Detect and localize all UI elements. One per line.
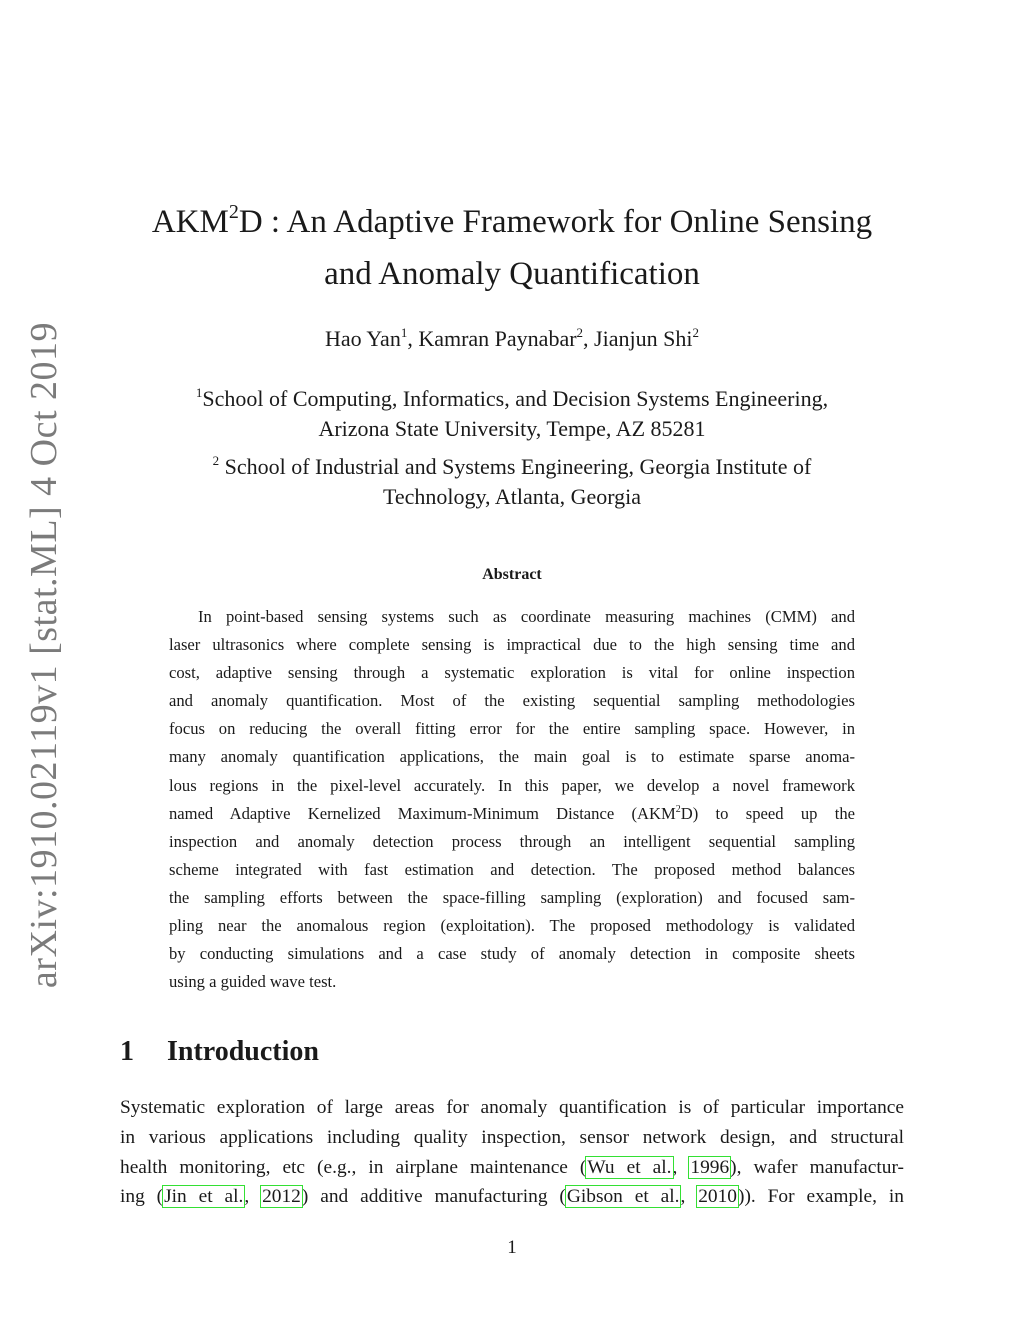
author-affiliation-mark: 1 [400,325,408,340]
abstract-line: many anomaly quantification applications, the main goal is to estimate sparse anoma- [169,747,855,767]
abstract-line: and anomaly quantification. Most of the existing sequential sampling methodologies [169,691,855,711]
citation-link-wu-year[interactable]: 1996 [690,1156,730,1178]
author-name: Jianjun Shi [594,326,693,351]
abstract-heading: Abstract [482,566,542,583]
intro-line: health monitoring, etc (e.g., in airplane maintenance (Wu et al., 1996), wafer manufactur- [120,1156,904,1178]
title-line-2: and Anomaly Quantification [324,256,700,292]
intro-line: in various applications including quality inspection, sensor network design, and structural [120,1126,904,1148]
citation-link-jin-year[interactable]: 2012 [262,1186,301,1208]
abstract-line: by conducting simulations and a case study of anomaly detection in composite sheets [169,944,855,964]
intro-line: ing (Jin et al., 2012) and additive manufacturing (Gibson et al., 2010)). For example, in [120,1186,904,1208]
abstract-line: laser ultrasonics where complete sensing is impractical due to the high sensing time and [169,635,855,655]
section-number: 1 [120,1036,134,1067]
author-name: Hao Yan [325,326,401,351]
paper-title [0,196,1024,300]
abstract-line: named Adaptive Kernelized Maximum-Minimum Distance (AKM$^2$D) to speed up the [169,803,855,823]
abstract-line: using a guided wave test. [169,972,337,992]
section-title: Introduction [167,1036,319,1067]
author-name: Kamran Paynabar [418,326,577,351]
affiliation-2: $^2$ School of Industrial and Systems Engineering, Georgia Institute of Technology, Atlanta, Georgia [212,453,812,509]
abstract-line: focus on reducing the overall fitting error for the entire sampling space. However, in [169,719,855,739]
page-number: 1 [507,1237,517,1258]
abstract-line: the sampling efforts between the space-filling sampling (exploration) and focused sam- [169,887,855,907]
author-list: Hao Yan$^1$, Kamran Paynabar$^2$, Jianjun Shi$^2$ [325,325,699,351]
abstract-line: cost, adaptive sensing through a systematic exploration is vital for online inspection [169,663,855,683]
citation-link-gibson-author[interactable]: Gibson et al. [566,1186,680,1208]
abstract-line: inspection and anomaly detection process through an intelligent sequential sampling [169,831,855,851]
author-affiliation-mark: 2 [692,325,699,340]
abstract-line: lous regions in the pixel-level accurately. In this paper, we develop a novel framework [169,775,855,795]
abstract-line: scheme integrated with fast estimation and detection. The proposed method balances [169,859,855,879]
title-line-1: AKM$^2$D : An Adaptive Framework for Online Sensing [151,201,873,240]
abstract-line: pling near the anomalous region (exploitation). The proposed methodology is validated [169,916,855,936]
citation-link-wu-author[interactable]: Wu et al. [587,1156,672,1178]
abstract-line: In point-based sensing systems such as coordinate measuring machines (CMM) and [198,607,855,626]
section-heading-introduction [120,1036,319,1068]
author-affiliation-mark: 2 [576,325,584,340]
abstract-text [169,603,855,996]
intro-line: Systematic exploration of large areas for anomaly quantification is of particular importance [120,1097,904,1118]
arxiv-identifier-stamp: arXiv:1910.02119v1 [stat.ML] 4 Oct 2019 [23,321,65,989]
citation-link-jin-author[interactable]: Jin et al. [164,1186,244,1208]
affiliation-1: $^1$School of Computing, Informatics, and Decision Systems Engineering, Arizona State University, Tempe, AZ 85281 [195,385,829,441]
citation-link-gibson-year[interactable]: 2010 [698,1186,737,1208]
introduction-text [120,1093,904,1212]
